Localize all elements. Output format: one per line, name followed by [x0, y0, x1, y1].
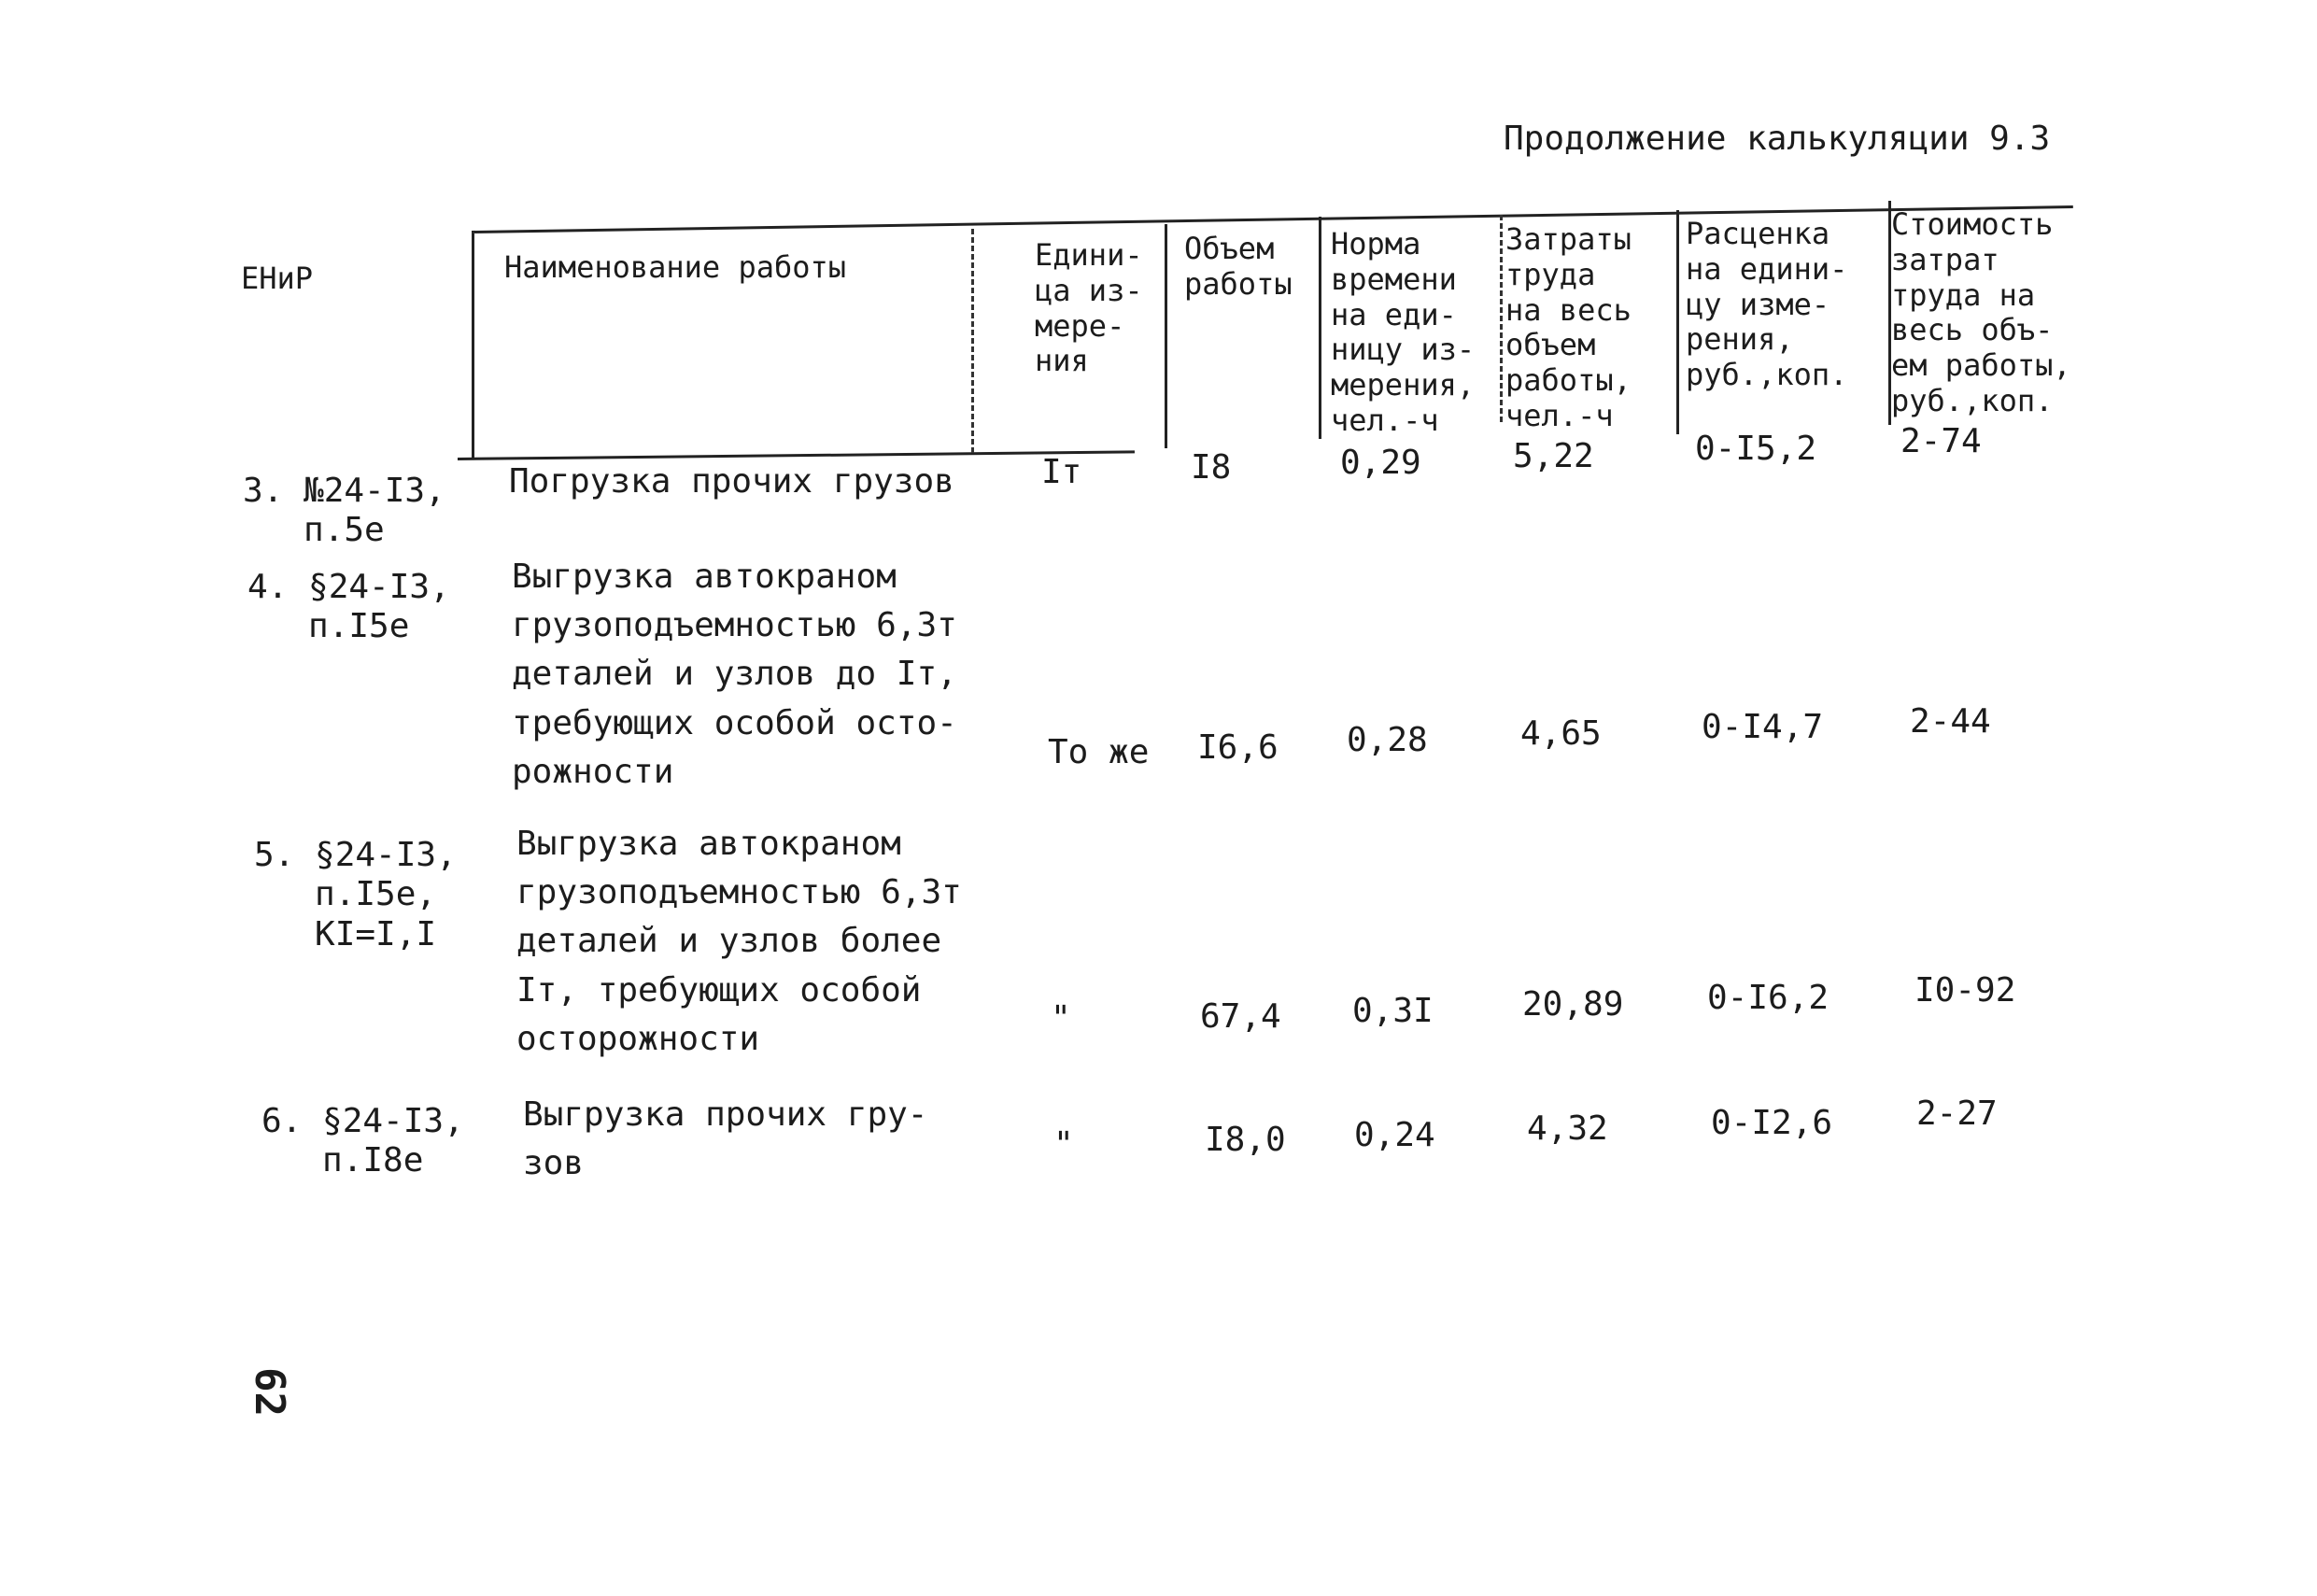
row-6-volume: I8,0: [1205, 1121, 1286, 1159]
row-3-volume: I8: [1191, 448, 1232, 487]
row-4-enir: 4. §24-I3, п.I5е: [247, 568, 450, 646]
row-5-cost: I0-92: [1914, 971, 2016, 1010]
row-4-unit: То же: [1048, 733, 1150, 771]
row-5-norm: 0,3I: [1352, 992, 1434, 1030]
row-4-volume: I6,6: [1197, 728, 1279, 767]
header-norm: Норма времени на еди- ницу из- мерения, чел.-ч: [1331, 226, 1476, 438]
col-divider-labor: [1500, 215, 1503, 422]
row-6-rate: 0-I2,6: [1711, 1104, 1833, 1142]
row-6-name: Выгрузка прочих гру- зов: [523, 1095, 928, 1183]
col-divider-volume: [1165, 224, 1167, 448]
row-3-enir: 3. №24-I3, п.5е: [243, 472, 445, 550]
row-5-labor: 20,89: [1522, 985, 1624, 1024]
row-3-unit: Iт: [1041, 453, 1082, 491]
header-volume: Объем работы: [1184, 231, 1293, 302]
row-3-rate: 0-I5,2: [1695, 430, 1817, 468]
row-6-labor: 4,32: [1527, 1109, 1608, 1148]
row-4-labor: 4,65: [1520, 714, 1602, 753]
row-6-cost: 2-27: [1916, 1095, 1998, 1133]
col-divider-rate: [1676, 210, 1679, 434]
header-name: Наименование работы: [504, 249, 847, 285]
row-5-unit: ": [1051, 999, 1071, 1038]
row-3-labor: 5,22: [1513, 437, 1594, 475]
row-3-name: Погрузка прочих грузов: [509, 462, 954, 501]
col-divider-norm: [1319, 217, 1321, 439]
row-3-norm: 0,29: [1340, 444, 1421, 482]
page-number: 62: [245, 1367, 293, 1417]
row-5-rate: 0-I6,2: [1707, 979, 1830, 1017]
row-4-cost: 2-44: [1910, 702, 1991, 741]
col-divider-unit: [971, 229, 974, 453]
page-title: Продолжение калькуляции 9.3: [1504, 120, 2051, 158]
row-6-enir: 6. §24-I3, п.I8е: [261, 1102, 464, 1180]
header-unit: Едини- ца из- мере- ния: [1035, 237, 1143, 379]
header-cost: Стоимость затрат труда на весь объ- ем работы, руб.,коп.: [1891, 206, 2071, 418]
header-bottom-rule: [458, 450, 1135, 460]
col-divider-name: [472, 233, 474, 459]
row-6-unit: ": [1053, 1125, 1074, 1164]
row-6-norm: 0,24: [1354, 1116, 1435, 1154]
row-4-name: Выгрузка автокраном грузоподъемностью 6,3т деталей и узлов до Iт, требующих особой осто- рожности: [512, 558, 957, 791]
row-4-norm: 0,28: [1347, 721, 1428, 759]
row-3-cost: 2-74: [1900, 422, 1982, 460]
header-rate: Расценка на едини- цу изме- рения, руб.,коп.: [1686, 216, 1848, 392]
header-labor: Затраты труда на весь объем работы, чел.-ч: [1505, 221, 1632, 433]
row-4-rate: 0-I4,7: [1702, 708, 1824, 746]
header-enir: ЕНиР: [241, 261, 314, 296]
row-5-enir: 5. §24-I3, п.I5е, КI=I,I: [254, 836, 457, 953]
row-5-volume: 67,4: [1200, 997, 1281, 1036]
row-5-name: Выгрузка автокраном грузоподъемностью 6,3т деталей и узлов более Iт, требующих особой осторожности: [516, 825, 962, 1058]
